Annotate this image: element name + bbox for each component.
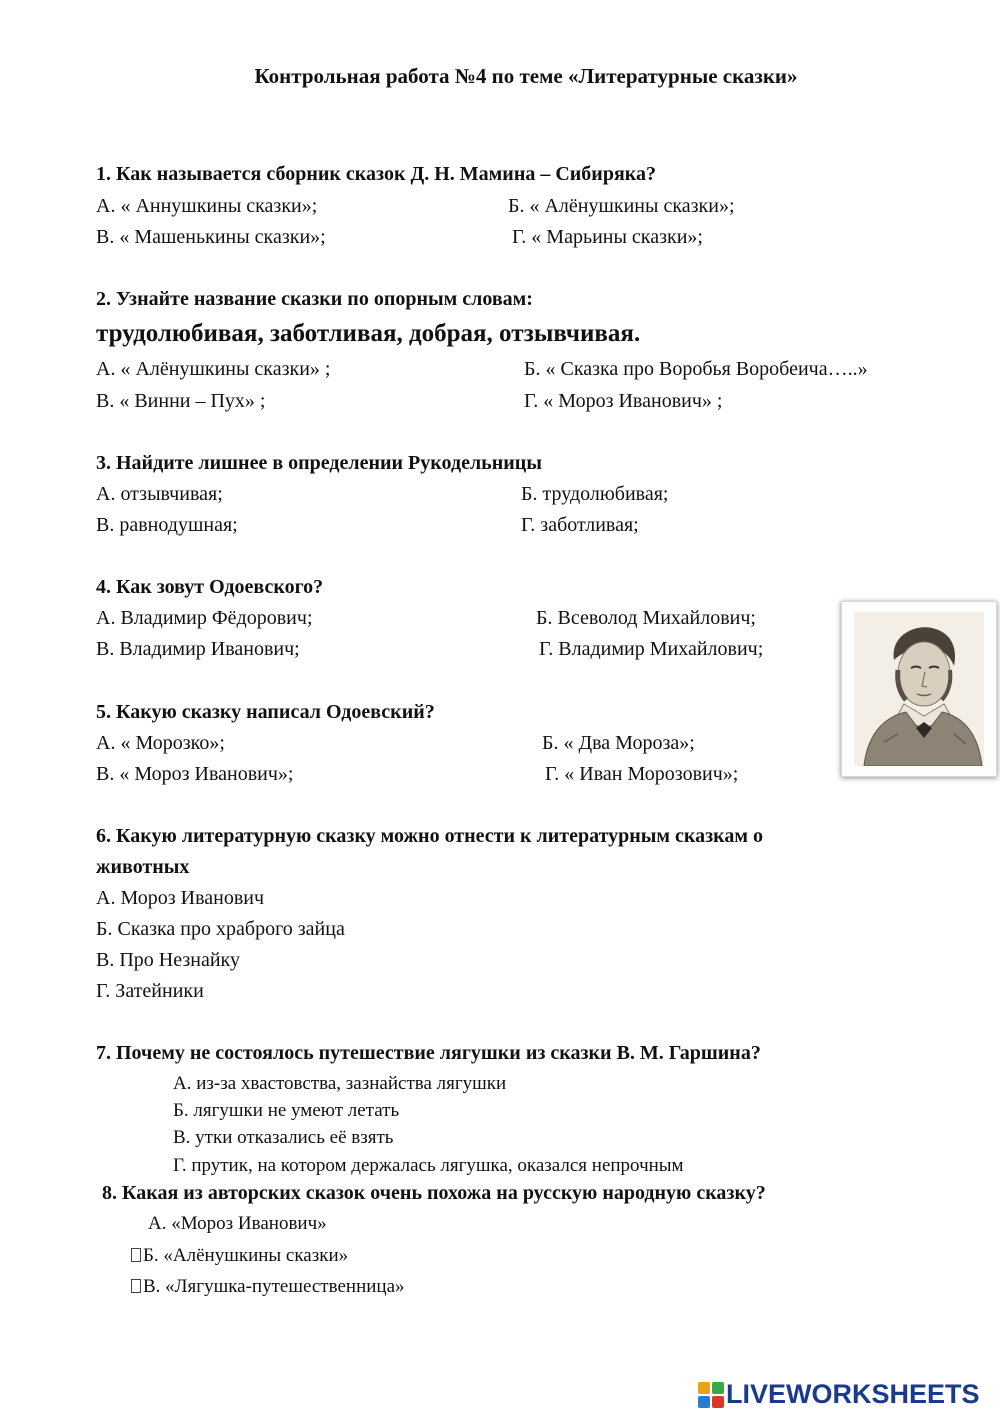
q4-option-c[interactable]: В. Владимир Иванович;: [96, 638, 300, 660]
q7-option-c[interactable]: В. утки отказались её взять: [173, 1127, 394, 1148]
missing-glyph-icon: [131, 1279, 141, 1293]
question-4: 4. Как зовут Одоевского?: [96, 576, 324, 598]
q7-option-d[interactable]: Г. прутик, на котором держалась лягушка, оказался непрочным: [173, 1155, 684, 1176]
q1-option-a[interactable]: А. « Аннушкины сказки»;: [96, 195, 318, 217]
question-3: 3. Найдите лишнее в определении Рукодельницы: [96, 452, 542, 474]
q2-keywords: трудолюбивая, заботливая, добрая, отзывчивая.: [96, 320, 641, 347]
missing-glyph-icon: [131, 1248, 141, 1262]
q2-option-d[interactable]: Г. « Мороз Иванович» ;: [524, 390, 723, 412]
q6-option-d[interactable]: Г. Затейники: [96, 980, 204, 1002]
q2-option-b[interactable]: Б. « Сказка про Воробья Воробеича…..»: [524, 358, 868, 380]
q8-option-a[interactable]: А. «Мороз Иванович»: [148, 1213, 327, 1234]
q2-option-a[interactable]: А. « Алёнушкины сказки» ;: [96, 358, 331, 380]
q5-option-a[interactable]: А. « Морозко»;: [96, 732, 225, 754]
q1-option-b[interactable]: Б. « Алёнушкины сказки»;: [508, 195, 735, 217]
q6-option-c[interactable]: В. Про Незнайку: [96, 949, 240, 971]
q2-option-c[interactable]: В. « Винни – Пух» ;: [96, 390, 266, 412]
q3-option-c[interactable]: В. равнодушная;: [96, 514, 238, 536]
q5-option-b[interactable]: Б. « Два Мороза»;: [542, 732, 695, 754]
q8-option-b-row[interactable]: [131, 1245, 348, 1267]
question-5: 5. Какую сказку написал Одоевский?: [96, 701, 435, 723]
q5-option-c[interactable]: В. « Мороз Иванович»;: [96, 763, 294, 785]
question-8: 8. Какая из авторских сказок очень похожа на русскую народную сказку?: [102, 1182, 766, 1204]
portrait-sketch: [854, 612, 984, 766]
portrait-odoevsky: [841, 601, 997, 777]
question-7: 7. Почему не состоялось путешествие лягушки из сказки В. М. Гаршина?: [96, 1042, 761, 1064]
q6-option-a[interactable]: А. Мороз Иванович: [96, 887, 265, 909]
q8-option-c-row[interactable]: [131, 1276, 405, 1298]
q3-option-a[interactable]: А. отзывчивая;: [96, 483, 223, 505]
question-6-line-1: 6. Какую литературную сказку можно отнести к литературным сказкам о: [96, 825, 763, 847]
q7-option-b[interactable]: Б. лягушки не умеют летать: [173, 1100, 400, 1121]
liveworksheets-logo-icon: [698, 1382, 724, 1408]
q4-option-b[interactable]: Б. Всеволод Михайлович;: [536, 607, 756, 629]
q4-option-d[interactable]: Г. Владимир Михайлович;: [539, 638, 764, 660]
q3-option-d[interactable]: Г. заботливая;: [521, 514, 639, 536]
question-1: 1. Как называется сборник сказок Д. Н. Мамина – Сибиряка?: [96, 163, 656, 185]
q7-option-a[interactable]: А. из-за хвастовства, зазнайства лягушки: [173, 1073, 507, 1094]
q8-option-c: В. «Лягушка-путешественница»: [143, 1276, 405, 1297]
question-6-line-2: животных: [96, 856, 190, 878]
q4-option-a[interactable]: А. Владимир Фёдорович;: [96, 607, 313, 629]
q5-option-d[interactable]: Г. « Иван Морозович»;: [545, 763, 739, 785]
q1-option-d[interactable]: Г. « Марьины сказки»;: [512, 226, 703, 248]
q1-option-c[interactable]: В. « Машенькины сказки»;: [96, 226, 326, 248]
page-title: Контрольная работа №4 по теме «Литературные сказки»: [254, 64, 798, 88]
question-2: 2. Узнайте название сказки по опорным словам:: [96, 288, 533, 310]
liveworksheets-wordmark: LIVEWORKSHEETS: [726, 1379, 980, 1409]
q3-option-b[interactable]: Б. трудолюбивая;: [521, 483, 669, 505]
q8-option-b: Б. «Алёнушкины сказки»: [143, 1245, 349, 1266]
q6-option-b[interactable]: Б. Сказка про храброго зайца: [96, 918, 345, 940]
